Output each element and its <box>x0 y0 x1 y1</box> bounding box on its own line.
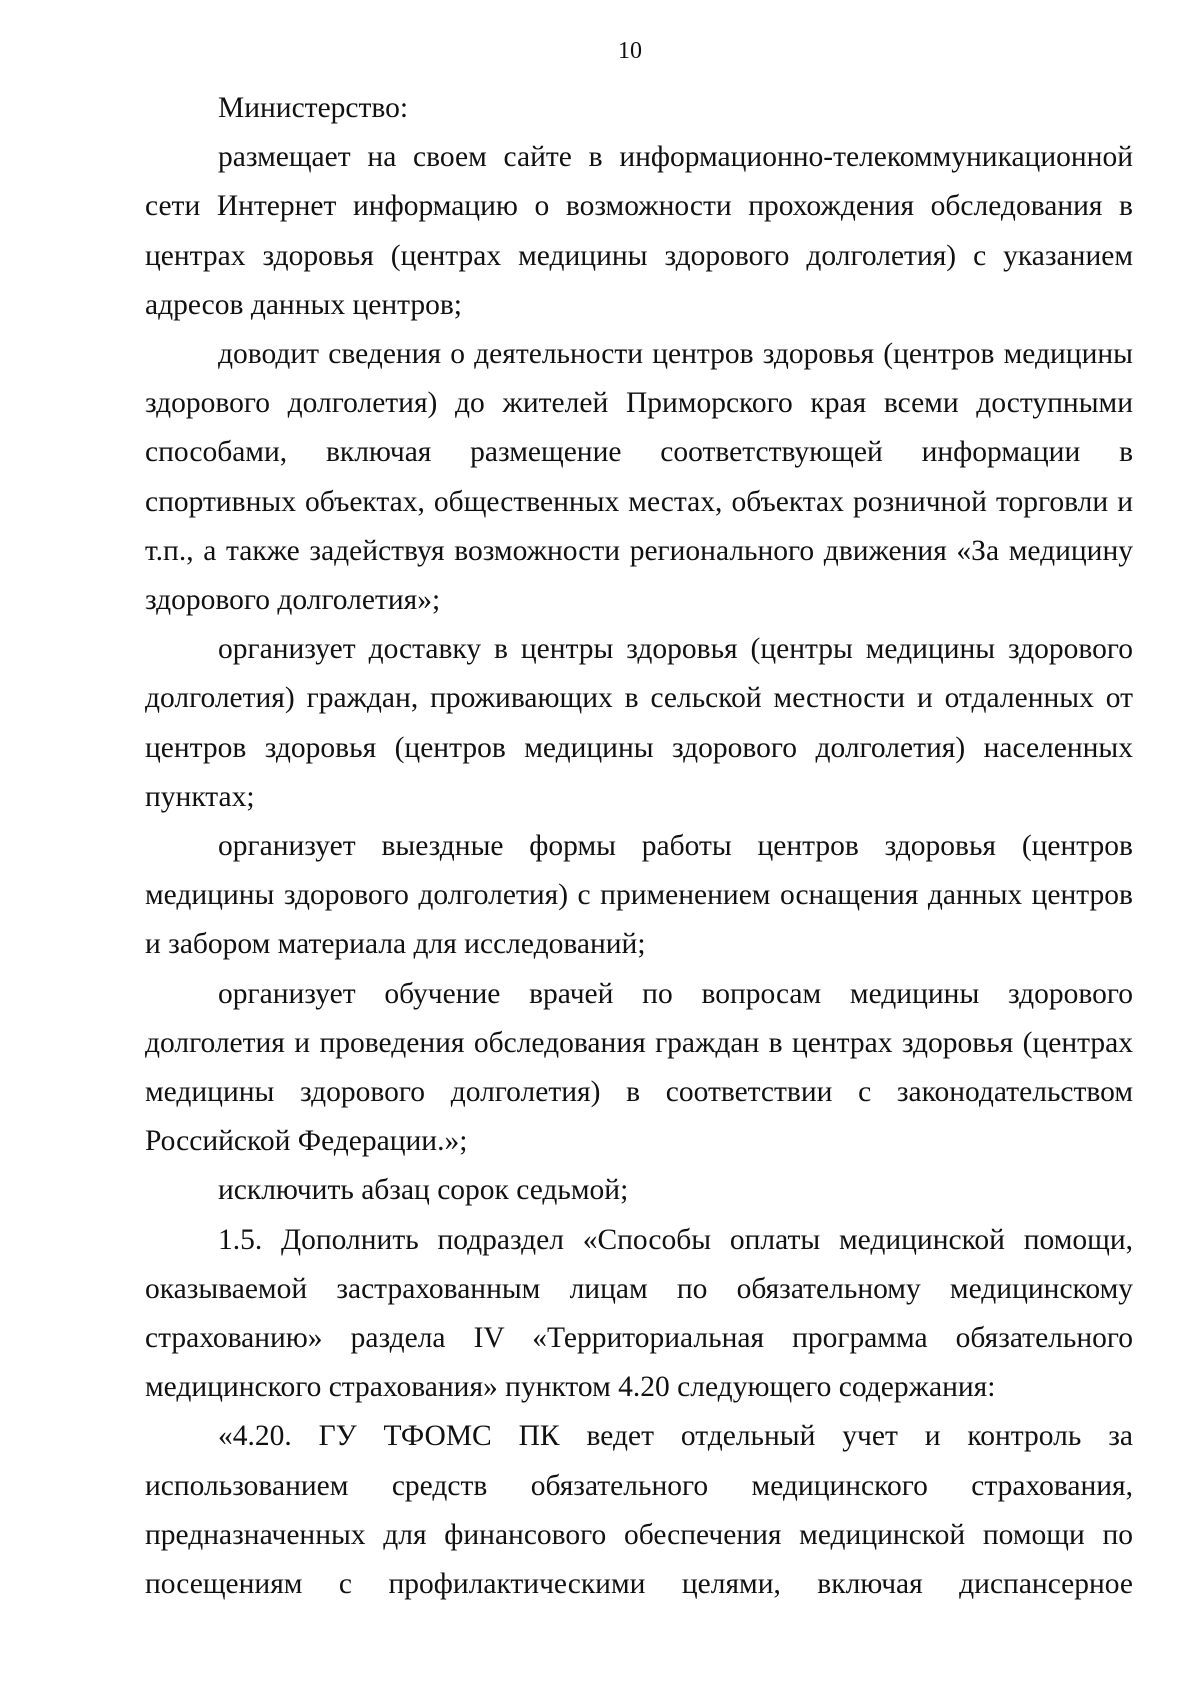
paragraph-amendment-1-5: 1.5. Дополнить подраздел «Способы оплаты медицинской помощи, оказываемой застрахованным лицам по обязательному медицинскому страхованию» раздела IV «Территориальная программа обязательного медицинского страхования» пунктом 4.20 следующего содержания: <box>145 1223 1133 1404</box>
document-body <box>145 84 1133 1609</box>
paragraph-mobile-work-forms: организует выездные формы работы центров здоровья (центров медицины здорового долголетия) с применением оснащения данных центров и забором материала для исследований; <box>145 830 1133 961</box>
paragraph-doctor-training: организует обучение врачей по вопросам медицины здорового долголетия и проведения обследования граждан в центрах здоровья (центрах медицины здорового долголетия) в соответствии с законодательством Российской Федерации.»; <box>145 977 1133 1158</box>
page-number: 10 <box>618 38 642 64</box>
paragraph-exclude-clause: исключить абзац сорок седьмой; <box>218 1174 629 1207</box>
paragraph-informing-residents: доводит сведения о деятельности центров здоровья (центров медицины здорового долголетия) до жителей Приморского края всеми доступными способами, включая размещение соответствующей информации в спортивных объектах, общественных местах, объектах розничной торговли и т.п., а также задействуя возможности регионального движения «За медицину здорового долголетия»; <box>145 338 1133 617</box>
paragraph-website-info: размещает на своем сайте в информационно-телекоммуникационной сети Интернет информацию о возможности прохождения обследования в центрах здоровья (центрах медицины здорового долголетия) с указанием адресов данных центров; <box>145 141 1133 321</box>
paragraph-delivery-of-citizens: организует доставку в центры здоровья (центры медицины здорового долголетия) граждан, проживающих в сельской местности и отдаленных от центров здоровья (центров медицины здорового долголетия) населенных пунктах; <box>145 633 1133 813</box>
paragraph-clause-4-20: «4.20. ГУ ТФОМС ПК ведет отдельный учет и контроль за использованием средств обязательного медицинского страхования, предназначенных для финансового обеспечения медицинской помощи по посещениям с профилактическими целями, включая диспансерное <box>145 1420 1133 1601</box>
paragraph-ministry-heading: Министерство: <box>218 92 409 124</box>
